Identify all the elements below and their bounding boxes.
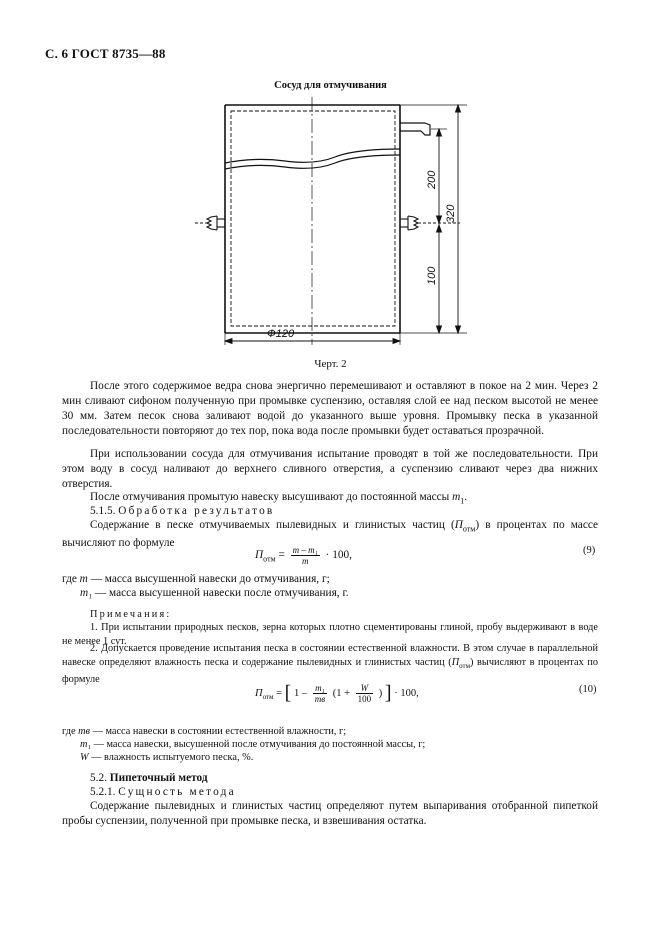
where-w: W — влажность испытуемого песка, %. bbox=[80, 752, 254, 763]
where-m1: m₁ — масса высушенной навески после отмучивания, г. bbox=[80, 587, 349, 599]
note-1: 1. При испытании природных песков, зерна которых плотно сцементированы глиной, пробу выдерживают в воде не менее 1 сут. bbox=[62, 622, 598, 647]
formula-10: $П_{отм}$ = [ 1 – $\frac{\text{m₁}}{mв}$ (1 + $\frac{W}{100}$ ) ] · 100, bbox=[255, 682, 419, 704]
where-m: где m — масса высушенной навески до отмучивания, г; bbox=[62, 573, 330, 585]
figure-caption: Черт. 2 bbox=[314, 358, 347, 370]
figure-title: Сосуд для отмучивания bbox=[274, 80, 387, 91]
where-m1-b: m₁ — масса навески, высушенной после отмучивания до постоянной массы, г; bbox=[80, 739, 426, 750]
section-5-2-1: 5.2.1. Сущность метода bbox=[90, 786, 236, 798]
paragraph-1: После этого содержимое ведра снова энергично перемешивают и оставляют в покое на 2 мин. Через 2 мин сливают сифоном полученную при промывке суспензию, оставляя слой ее над песком высотой не менее 30 мм. Затем песок снова заливают водой до указанного выше уровня. Промывку песка в указанной последовательности повторяют до тех пор, пока вода после промывки будет оставаться прозрачной. bbox=[62, 380, 598, 437]
paragraph-2: При использовании сосуда для отмучивания испытание проводят в той же последовательности. При этом воду в сосуд наливают до верхнего сливного отверстия, а суспензию сливают через два нижних отверстия. bbox=[62, 448, 598, 490]
section-5-1-5: 5.1.5. Обработка результатов bbox=[90, 505, 275, 517]
note-2: 2. Допускается проведение испытания песка в состоянии естественной влажности. В этом случае в параллельной навеске определяют влажность песка и содержание пылевидных и глинистых частиц $(П_{отм})$ вычисляют в процентах по формуле bbox=[62, 643, 598, 686]
page-header: С. 6 ГОСТ 8735—88 bbox=[45, 46, 166, 61]
paragraph-3: После отмучивания промытую навеску высушивают до постоянной массы $m_1$. bbox=[90, 491, 468, 506]
dim-diameter-label: Ф120 bbox=[267, 328, 295, 340]
paragraph-5: Содержание пылевидных и глинистых частиц определяют путем выпаривания отобранной пипеткой пробы суспензии, полученной при промывке песка, и взвешивания остатка. bbox=[62, 800, 598, 827]
section-5-2: 5.2. Пипеточный метод bbox=[90, 772, 208, 784]
formula-9-number: (9) bbox=[583, 545, 596, 556]
notes-title: Примечания: bbox=[90, 609, 172, 620]
formula-10-number: (10) bbox=[579, 684, 597, 695]
dim-200-label: 200 bbox=[426, 170, 438, 189]
formula-9: $П_{отм}$ = $\frac{\text{m – m₁}}{m}$ · 100, bbox=[255, 545, 352, 566]
vessel-drawing bbox=[185, 95, 475, 350]
dim-320-label: 320 bbox=[445, 204, 457, 223]
paragraph-4: Содержание в песке отмучиваемых пылевидных и глинистых частиц $(П_{отм})$ в процентах по массе вычисляют по формуле bbox=[62, 519, 598, 550]
where-mv: где mв — масса навески в состоянии естественной влажности, г; bbox=[62, 726, 347, 737]
dim-100-label: 100 bbox=[426, 266, 438, 285]
